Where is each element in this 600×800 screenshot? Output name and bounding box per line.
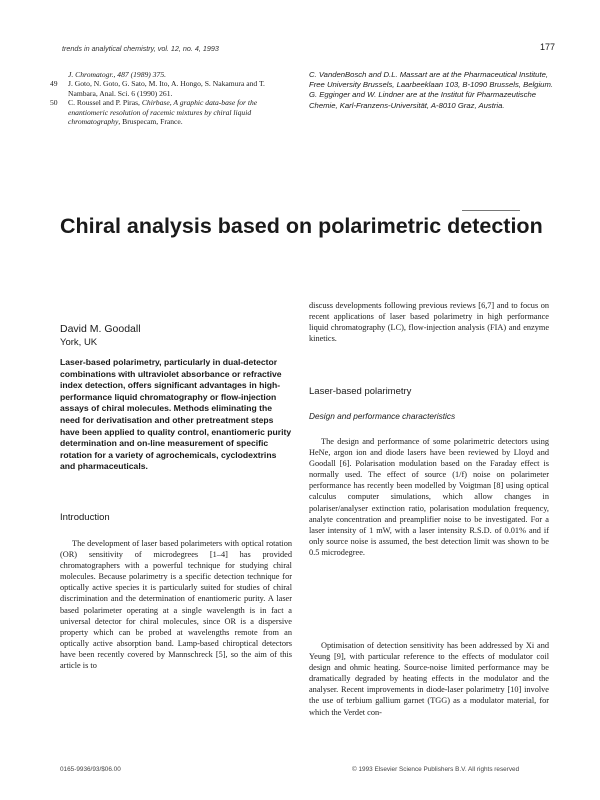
affiliation-note: C. VandenBosch and D.L. Massart are at the Pharmaceutical Institute, Free University Brussels, Laarbeeklaan 103, B-1090 Brussels, Belgium. (309, 70, 553, 90)
article-title: Chiral analysis based on polarimetric detection (60, 214, 543, 238)
intro-paragraph: The development of laser based polarimeters with optical rotation (OR) sensitivity of microdegrees [1–4] has provided chromatographers with a powerful technique for studying chiral molecules. Because polarimetry is a specific detection technique for optically active species it is particularly suited for studies of chiral discrimination and the determination of enantiomeric purity. A laser based polarimeter operating at a single wavelength is in fact a universal detector for chiral molecules, since OR is a dispersive property which can be probed at wavelengths remote from an optically active absorption band. Lamp-based chiroptical detectors have been recently covered by Mannschreck [5], so the aim of this article is to (60, 539, 292, 671)
body-paragraph: The design and performance of some polarimetric detectors using HeNe, argon ion and diode lasers have been reviewed by Lloyd and Goodall [6]. Polarisation modulation based on the Faraday effect is normally used. The effect of source (1/f) noise on polarimeter performance has recently been modelled by Voigtman [8] using optical calculus computer simulations, which allow changes in polariser/analyser extinction ratio, polarisation modulation frequency, analyte concentration and preamplifier noise to be investigated. For a laser intensity of 1 mW, with a laser intensity R.S.D. of 0.01% and if only source noise is assumed, the best detection limit was shown to be 0.5 microdegree. (309, 437, 549, 557)
page-number: 177 (540, 42, 556, 52)
reference-list (50, 70, 292, 126)
footer-code: 0165-9936/93/$06.00 (60, 766, 121, 773)
author-name: David M. Goodall (60, 323, 141, 335)
affiliation-note: G. Egginger and W. Lindner are at the Institut für Pharmazeutische Chemie, Karl-Franzens-Universität, A-8010 Graz, Austria. (309, 90, 537, 110)
reference-item: J. Chromatogr., 487 (1989) 375. (68, 70, 167, 79)
intro-continuation: discuss developments following previous reviews [6,7] and to focus on recent applications of laser based polarimetry in high performance liquid chromatography (LC), flow-injection analysis (FIA) and enzyme kinetics. (309, 301, 549, 344)
author-location: York, UK (60, 337, 98, 348)
reference-item: 50 C. Roussel and P. Piras, Chirbase, A graphic data-base for the enantiomeric resolution of racemic mixtures by chiral liquid chromatography, Bruspecam, France. (50, 98, 258, 127)
section-heading-introduction: Introduction (60, 512, 110, 523)
divider-rule (462, 210, 520, 211)
section-heading-laser: Laser-based polarimetry (309, 386, 412, 397)
body-paragraph: Optimisation of detection sensitivity has been addressed by Xi and Yeung [9], with particular reference to the effects of modulator coil design and ohmic heating. Source-noise limited performance may be dramatically degraded by heating effects in the modulator and the analyser. Recent improvements in diode-laser polarimetry [10] involve the use of terbium gallium garnet (TGG) as a modulator material, for which the Verdet con- (309, 641, 549, 717)
abstract: Laser-based polarimetry, particularly in dual-detector combinations with ultraviolet absorbance or refractive index detection, offers significant advantages in high-performance liquid chromatography or flow-injection assays of chiral molecules. Methods eliminating the need for derivatisation and other pretreatment steps have been applied to quality control, enantiomeric purity determination and on-line measurement of specific rotation for a variety of agrochemicals, cyclodextrins and pharmaceuticals. (60, 357, 292, 472)
footer-copyright: © 1993 Elsevier Science Publishers B.V. All rights reserved (352, 766, 520, 773)
reference-item: 49 J. Goto, N. Goto, G. Sato, M. Ito, A. Hongo, S. Nakamura and T. Nambara, Anal. Sci. 6 (1990) 261. (50, 79, 265, 98)
journal-header: trends in analytical chemistry, vol. 12, no. 4, 1993 (62, 44, 219, 53)
author-affiliations (309, 70, 554, 111)
subsection-heading: Design and performance characteristics (309, 411, 456, 421)
